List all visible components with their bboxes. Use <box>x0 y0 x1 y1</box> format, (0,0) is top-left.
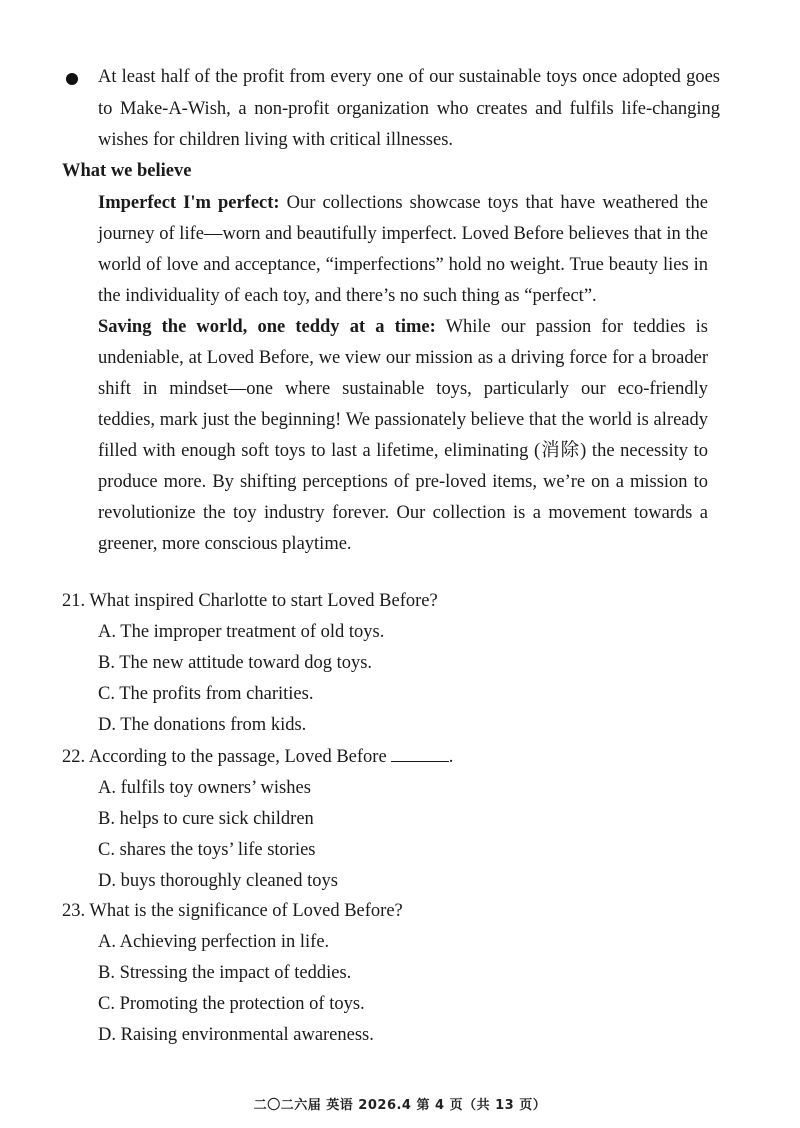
question-22 <box>62 742 722 897</box>
option-b[interactable]: B. helps to cure sick children <box>98 809 314 829</box>
bullet-dot-icon <box>66 73 78 85</box>
option-a[interactable]: A. fulfils toy owners’ wishes <box>98 778 311 798</box>
option-a[interactable]: A. Achieving perfection in life. <box>98 932 330 952</box>
question-stem-end: . <box>448 747 454 767</box>
question-stem: 23. What is the significance of Loved Before? <box>62 901 403 921</box>
option-b[interactable]: B. The new attitude toward dog toys. <box>98 653 373 673</box>
paragraph-lead: Imperfect I'm perfect: <box>98 193 280 213</box>
bullet-text: At least half of the profit from every one of our sustainable toys once adopted goes to Make-A-Wish, a non-profit organization who creates and fulfils life-changing wishes for children living with critical illnesses. <box>98 67 720 150</box>
paragraph-body: Our collections showcase toys that have weathered the journey of life—worn and beautifully imperfect. Loved Before believes that in the world of love and acceptance, “imperfections” hold no weight. True beauty lies in the individuality of each toy, and there’s no such thing as “perfect”. <box>98 193 708 306</box>
option-c[interactable]: C. The profits from charities. <box>98 684 314 704</box>
question-stem: 21. What inspired Charlotte to start Loved Before? <box>62 591 438 611</box>
answer-blank[interactable] <box>391 743 449 762</box>
option-b[interactable]: B. Stressing the impact of teddies. <box>98 963 352 983</box>
option-c[interactable]: C. Promoting the protection of toys. <box>98 994 365 1014</box>
question-21 <box>62 586 722 741</box>
question-stem-row <box>62 742 722 773</box>
page-footer: 二〇二六届 英语 2026.4 第 4 页（共 13 页） <box>253 1098 547 1113</box>
section-heading: What we believe <box>62 161 192 181</box>
question-stem: 22. According to the passage, Loved Before <box>62 747 387 767</box>
bullet-item <box>60 62 720 157</box>
option-d[interactable]: D. The donations from kids. <box>98 715 307 735</box>
paragraph-body: While our passion for teddies is undeniable, at Loved Before, we view our mission as a driving force for a broader shift in mindset—one where sustainable toys, particularly our eco-friendly teddies, mark just the beginning! We passionately believe that the world is already filled with enough soft toys to last a lifetime, eliminating (消除) the necessity to produce more. By shifting perceptions of pre-loved items, we’re on a mission to revolutionize the toy industry forever. Our collection is a movement towards a greener, more conscious playtime. <box>98 317 708 554</box>
option-d[interactable]: D. Raising environmental awareness. <box>98 1025 374 1045</box>
belief-paragraph-imperfect <box>98 188 708 312</box>
question-23 <box>62 896 722 1051</box>
paragraph-lead: Saving the world, one teddy at a time: <box>98 317 436 337</box>
belief-paragraph-saving <box>98 312 708 560</box>
option-a[interactable]: A. The improper treatment of old toys. <box>98 622 385 642</box>
option-d[interactable]: D. buys thoroughly cleaned toys <box>98 871 338 891</box>
option-c[interactable]: C. shares the toys’ life stories <box>98 840 316 860</box>
